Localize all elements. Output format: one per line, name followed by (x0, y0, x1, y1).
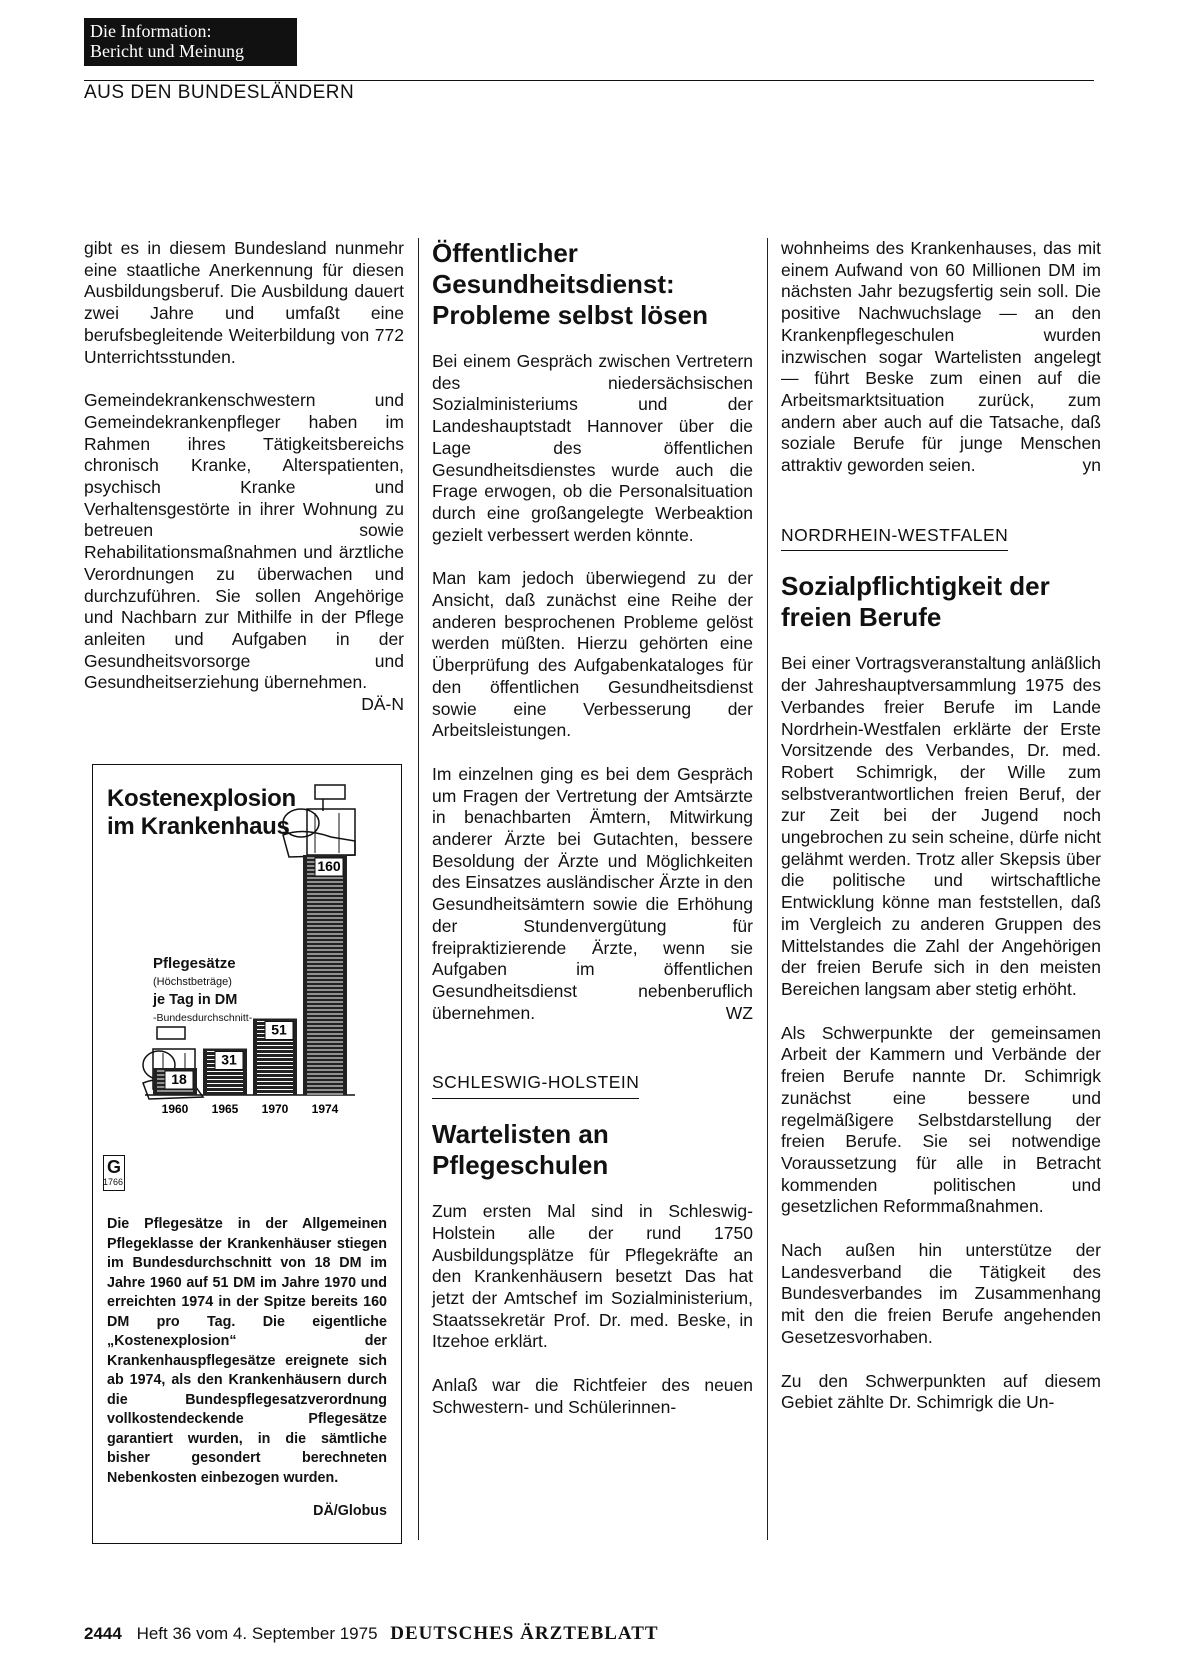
column-divider-1 (418, 238, 419, 1540)
legend-line-3: je Tag in DM (153, 992, 238, 1008)
legend-line-4: -Bundesdurchschnitt- (153, 1012, 253, 1024)
section-heading: AUS DEN BUNDESLÄNDERN (84, 82, 355, 103)
globus-logo: G (103, 1155, 125, 1191)
headline-waiting-lists: Wartelisten an Pflegeschulen (432, 1119, 609, 1181)
journal-name: DEUTSCHES ÄRZTEBLATT (390, 1623, 659, 1644)
author-sign-wz: WZ (725, 1002, 753, 1023)
column-3 (781, 238, 1101, 1436)
col1-paragraph-1: gibt es in diesem Bundesland nunmehr eine staatliche Anerkennung für diesen Ausbildungsberuf. Die Ausbildung dauert zwei Jahre und umfaßt eine berufsbegleitende Weiterbildung von 772 Unterrichtsstunden. (84, 238, 404, 367)
author-sign-dae-n: DÄ-N (361, 694, 404, 715)
chart-source: DÄ/Globus (313, 1503, 387, 1519)
category-label-1965: 1965 (211, 1102, 239, 1116)
chart-title-line-2: im Krankenhaus (107, 813, 290, 840)
page-number: 2444 (84, 1624, 122, 1643)
col1-paragraph-2-text: Gemeindekrankenschwestern und Gemeindekrankenpfleger haben im Rahmen ihres Tätigkeitsbereichs chronisch Kranke, Alterspatienten, psychisch Kranke und Verhaltensgestörte in ihrer Wohnung zu betreuen sowie Rehabilitationsmaßnahmen und ärztliche Verordnungen zu überwachen und durchzuführen. Sie sollen Angehörige und Nachbarn zur Mithilfe in der Pflege anleiten und Aufgaben in der Gesundheitsvorsorge und Gesundheitserziehung übernehmen. (84, 390, 404, 693)
col2-paragraph-1: Bei einem Gespräch zwischen Vertretern des niedersächsischen Sozialministeriums und der Landeshauptstadt Hannover über die Lage des öffentlichen Gesundheitsdienstes wurde auch die Frage erwogen, ob die Personalsituation durch eine großangelegte Werbeaktion gezielt verbessert werden könnte. (432, 351, 753, 545)
rubric-line-2: Bericht und Meinung (90, 41, 244, 61)
legend-line-1: Pflegesätze (153, 955, 236, 972)
col3-paragraph-5: Zu den Schwerpunkten auf diesem Gebiet zählte Dr. Schimrigk die Un- (781, 1370, 1101, 1413)
header-rule (84, 80, 1094, 81)
col3-paragraph-2: Bei einer Vortragsveranstaltung anläßlich der Jahreshauptversammlung 1975 des Verbandes freier Berufe im Lande Nordrhein-Westfalen erklärte der Erste Vorsitzende des Verbandes, Dr. med. Robert Schimrigk, der Wille zum selbstverantwortlichen freien Beruf, der zur Zeit bei der Jugend noch ungebrochen zu sein scheine, dürfe nicht gelähmt werden. Trotz aller Skepsis über die politische und wirtschaftliche Entwicklung könne man feststellen, daß im Vergleich zu anderen Gruppen des Mittelstandes die Zahl der Angehörigen der freien Berufe sich in den meisten Bereichen langsam aber stetig erhöht. (781, 653, 1101, 999)
col3-paragraph-3: Als Schwerpunkte der gemeinsamen Arbeit der Kammern und Verbände der freien Berufe nannte Dr. Schimrigk zunächst eine bessere und regelmäßigere Selbstdarstellung der freien Berufe. Sie sei notwendige Voraussetzung für alle in Betracht kommenden politischen und gesetzlichen Reformmaßnahmen. (781, 1022, 1101, 1217)
bar-1970 (253, 1019, 297, 1117)
headline-public-health: Öffentlicher Gesundheitsdienst: Probleme selbst lösen (432, 238, 708, 330)
category-label-1960: 1960 (161, 1102, 189, 1116)
value-label-1960: 18 (171, 1071, 187, 1087)
legend-line-2: (Höchstbeträge) (153, 976, 232, 988)
col2-paragraph-4: Zum ersten Mal sind in Schleswig-Holstein alle der rund 1750 Ausbildungsplätze für Pflegekräfte an den Krankenhäusern besetzt Das hat jetzt der Amtschef im Sozialministerium, Staatssekretär Prof. Dr. med. Beske, in Itzehoe erklärt. (432, 1201, 753, 1352)
value-label-1970: 51 (271, 1021, 287, 1038)
col2-paragraph-3 (432, 764, 753, 1024)
author-sign-yn: yn (1082, 455, 1101, 476)
col3-paragraph-4: Nach außen hin unterstütze der Landesverband die Tätigkeit des Bundesverbandes im Zusammenhang mit den die freien Berufe angehenden Gesetzesvorhaben. (781, 1240, 1101, 1347)
section-label-schleswig-holstein: SCHLESWIG-HOLSTEIN (432, 1072, 639, 1099)
col3-paragraph-1-text: wohnheims des Krankenhauses, das mit einem Aufwand von 60 Millionen DM im nächsten Jahr bezugsfertig sein soll. Die positive Nachwuchslage — an den Krankenpflegeschulen wurden inzwischen sogar Wartelisten angelegt — führt Beske zum einen auf die Arbeitsmarktsituation zurück, zum andern aber auch auf die Tatsache, daß soziale Berufe für junge Menschen attraktiv geworden seien. (781, 238, 1101, 476)
bar-rect-1974 (303, 855, 347, 1095)
col3-paragraph-1 (781, 238, 1101, 477)
col2-paragraph-3-text: Im einzelnen ging es bei dem Gespräch um Fragen der Vertretung der Amtsärzte in benachbarten Ämtern, Mitwirkung anderer Ärzte bei Gutachten, bessere Besoldung der Ärzte und Möglichkeiten des Einsatzes ausländischer Ärzte in den Gesundheitsämtern sowie die Erhöhung der Stundenvergütung für freipraktizierende Ärzte, wenn sie Aufgaben im öffentlichen Gesundheitsdienst nebenberuflich übernehmen. (432, 763, 753, 1023)
value-label-1965: 31 (221, 1051, 237, 1068)
column-1 (84, 238, 404, 716)
chart-legend (153, 955, 252, 1027)
col2-paragraph-5: Anlaß war die Richtfeier des neuen Schwestern- und Schülerinnen- (432, 1375, 753, 1417)
chart-title-line-1: Kostenexplosion (107, 785, 296, 812)
page-footer (84, 1623, 659, 1645)
rubric-box (84, 18, 297, 66)
column-2 (432, 238, 753, 1440)
issue-info: Heft 36 vom 4. September 1975 (136, 1624, 378, 1643)
chart-caption: Die Pflegesätze in der Allgemeinen Pflegeklasse der Krankenhäuser stiegen im Bundesdurchschnitt von 18 DM im Jahre 1960 auf 51 DM im Jahre 1970 und erreichten 1974 in der Spitze bereits 160 DM pro Tag. Die eigentliche „Kostenexplosion“ der Krankenhauspflegesätze ereignete sich ab 1974, als den Krankenhäusern durch die Bundespflegesatzverordnung vollkostendeckende Pflegesätze garantiert wurden, in die sämtliche bisher gesondert berechneten Nebenkosten einbezogen wurden. (107, 1216, 387, 1486)
bar-1965 (203, 1049, 247, 1117)
column-divider-2 (767, 238, 768, 1540)
col1-paragraph-2 (84, 390, 404, 715)
value-label-1974: 160 (317, 858, 341, 874)
category-label-1974: 1974 (311, 1102, 339, 1116)
bar-1960 (153, 1068, 197, 1116)
section-label-nrw: NORDRHEIN-WESTFALEN (781, 525, 1008, 552)
nurse-illustration-top (283, 785, 355, 857)
col2-paragraph-2: Man kam jedoch überwiegend zu der Ansicht, daß zunächst eine Reihe der anderen besprochenen Probleme gelöst werden müßten. Hierzu gehörten eine Überprüfung des Aufgabenkataloges für den öffentlichen Gesundheitsdienst sowie eine Verbesserung der Arbeitsleistungen. (432, 568, 753, 741)
globus-number: 1766 (103, 1177, 124, 1187)
infobox-cost-explosion (92, 764, 402, 1544)
bar-1974 (303, 855, 347, 1116)
rubric-line-1: Die Information: (90, 21, 212, 41)
headline-social-obligation: Sozialpflichtigkeit der freien Berufe (781, 571, 1050, 633)
category-label-1970: 1970 (261, 1102, 289, 1116)
